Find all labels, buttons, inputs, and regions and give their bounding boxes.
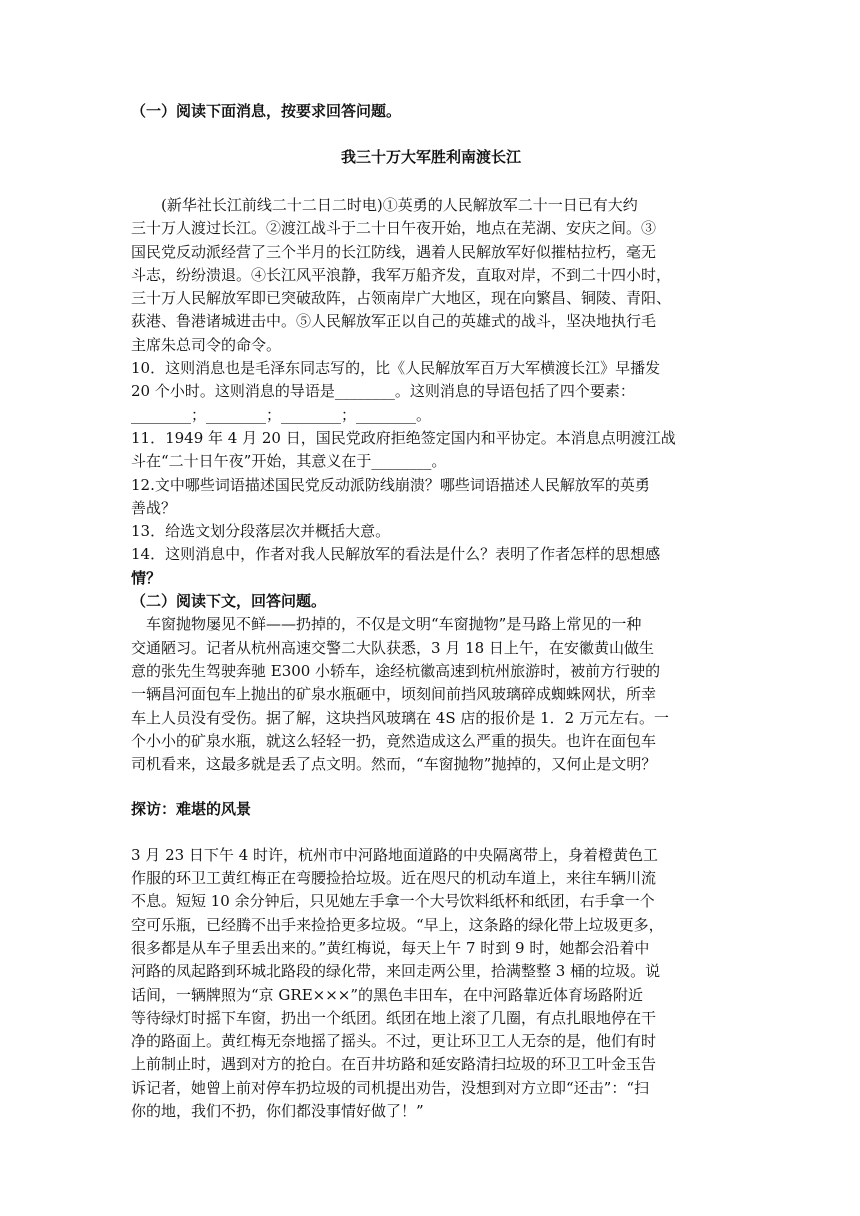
article-line: 国民党反动派经营了三个半月的长江防线，遇着人民解放军好似摧枯拉朽，毫无 <box>131 242 657 261</box>
section2-body <box>131 613 731 776</box>
article-title: 我三十万大军胜利南渡长江 <box>340 148 521 166</box>
section2-line: 等待绿灯时摇下车窗，扔出一个纸团。纸团在地上滚了几圈，有点扎眼地停在干 <box>131 1008 657 1027</box>
article-line: 主席朱总司令的命令。 <box>131 335 282 354</box>
section2-line: 不息。短短 10 余分钟后，只见她左手拿一个大号饮料纸杯和纸团，右手拿一个 <box>131 892 655 911</box>
section2-line: 交通陋习。记者从杭州高速交警二大队获悉，3 月 18 日上午，在安徽黄山做生 <box>131 638 654 657</box>
question-line: 斗在“二十日午夜”开始，其意义在于________。 <box>131 452 447 471</box>
article-line: 斗志，纷纷溃退。④长江风平浪静，我军万船齐发，直取对岸，不到二十四小时， <box>131 265 672 284</box>
section2-heading: （二）阅读下文，回答问题。 <box>131 592 327 611</box>
article-line: 三十万人民解放军即已突破敌阵，占领南岸广大地区，现在向繁昌、铜陵、青阳、 <box>131 289 672 308</box>
section2-line: 车上人员没有受伤。据了解，这块挡风玻璃在 4S 店的报价是 1．2 万元左右。一 <box>131 708 669 727</box>
section2-line: 个小小的矿泉水瓶，就这么轻轻一扔，竟然造成这么严重的损失。也许在面包车 <box>131 731 657 750</box>
section1-heading: （一）阅读下面消息，按要求回答问题。 <box>131 102 402 120</box>
document-page <box>131 100 731 1123</box>
article-line: 荻港、鲁港诸城进击中。⑤人民解放军正以自己的英雄式的战斗，坚决地执行毛 <box>131 312 657 331</box>
section2-line: 河路的凤起路到环城北路段的绿化带，来回走两公里，拾满整整 3 桶的垃圾。说 <box>131 962 661 981</box>
questions <box>131 357 731 590</box>
question-line: 12.文中哪些词语描述国民党反动派防线崩溃？哪些词语描述人民解放军的英勇 <box>131 475 650 494</box>
section2-line: 净的路面上。黄红梅无奈地摇了摇头。不过，更让环卫工人无奈的是，他们有时 <box>131 1032 657 1051</box>
section2-subheading: 探访：难堪的风景 <box>131 800 252 819</box>
question-line: 善战？ <box>131 498 177 517</box>
section2-line: 你的地，我们不扔，你们都没事情好做了！” <box>131 1101 424 1120</box>
section2-line: 3 月 23 日下午 4 时许，杭州市中河路地面道路的中央隔离带上，身着橙黄色工 <box>131 845 659 864</box>
question-line: ________；________；________；________。 <box>131 405 432 424</box>
section2-line: 很多都是从车子里丢出来的。”黄红梅说，每天上午 7 时到 9 时，她都会沿着中 <box>131 938 650 957</box>
section2-line: 意的张先生驾驶奔驰 E300 小轿车，途经杭徽高速到杭州旅游时，被前方行驶的 <box>131 661 661 680</box>
section2-line: 上前制止时，遇到对方的抢白。在百井坊路和延安路清扫垃圾的环卫工叶金玉告 <box>131 1055 657 1074</box>
section2-line: 车窗抛物屡见不鲜——扔掉的，不仅是文明“车窗抛物”是马路上常见的一种 <box>131 615 642 634</box>
section2-line: 司机看来，这最多就是丢了点文明。然而，“车窗抛物”抛掉的，又何止是文明？ <box>131 755 657 774</box>
question-line: 20 个小时。这则消息的导语是________。这则消息的导语包括了四个要素： <box>131 382 635 401</box>
section2-line: 诉记者，她曾上前对停车扔垃圾的司机提出劝告，没想到对方立即“还击”：“扫 <box>131 1078 650 1097</box>
section2-line: 作服的环卫工黄红梅正在弯腰捡拾垃圾。近在咫尺的机动车道上，来往车辆川流 <box>131 869 657 888</box>
question-line: 11．1949 年 4 月 20 日，国民党政府拒绝签定国内和平协定。本消息点明渡江战 <box>131 428 676 447</box>
article-body <box>131 194 731 357</box>
section2-line: 一辆昌河面包车上抛出的矿泉水瓶砸中，顷刻间前挡风玻璃碎成蜘蛛网状，所幸 <box>131 685 657 704</box>
section2-line: 空可乐瓶，已经腾不出手来捡拾更多垃圾。“早上，这条路的绿化带上垃圾更多， <box>131 915 664 934</box>
article-line: 三十万人渡过长江。②渡江战斗于二十日午夜开始，地点在芜湖、安庆之间。③ <box>131 219 657 238</box>
question-line: 14．这则消息中，作者对我人民解放军的看法是什么？表明了作者怎样的思想感 <box>131 545 661 564</box>
section2-line: 话间，一辆牌照为“京 GRE×××”的黑色丰田车，在中河路靠近体育场路附近 <box>131 985 644 1004</box>
question-line: 13．给选文划分段落层次并概括大意。 <box>131 522 391 541</box>
question-line: 10．这则消息也是毛泽东同志写的，比《人民解放军百万大军横渡长江》早播发 <box>131 359 661 378</box>
section2-body-2 <box>131 844 731 1124</box>
article-line: (新华社长江前线二十二日二时电)①英勇的人民解放军二十一日已有大约 <box>131 196 638 214</box>
question-line-end: 情？ <box>131 568 162 587</box>
